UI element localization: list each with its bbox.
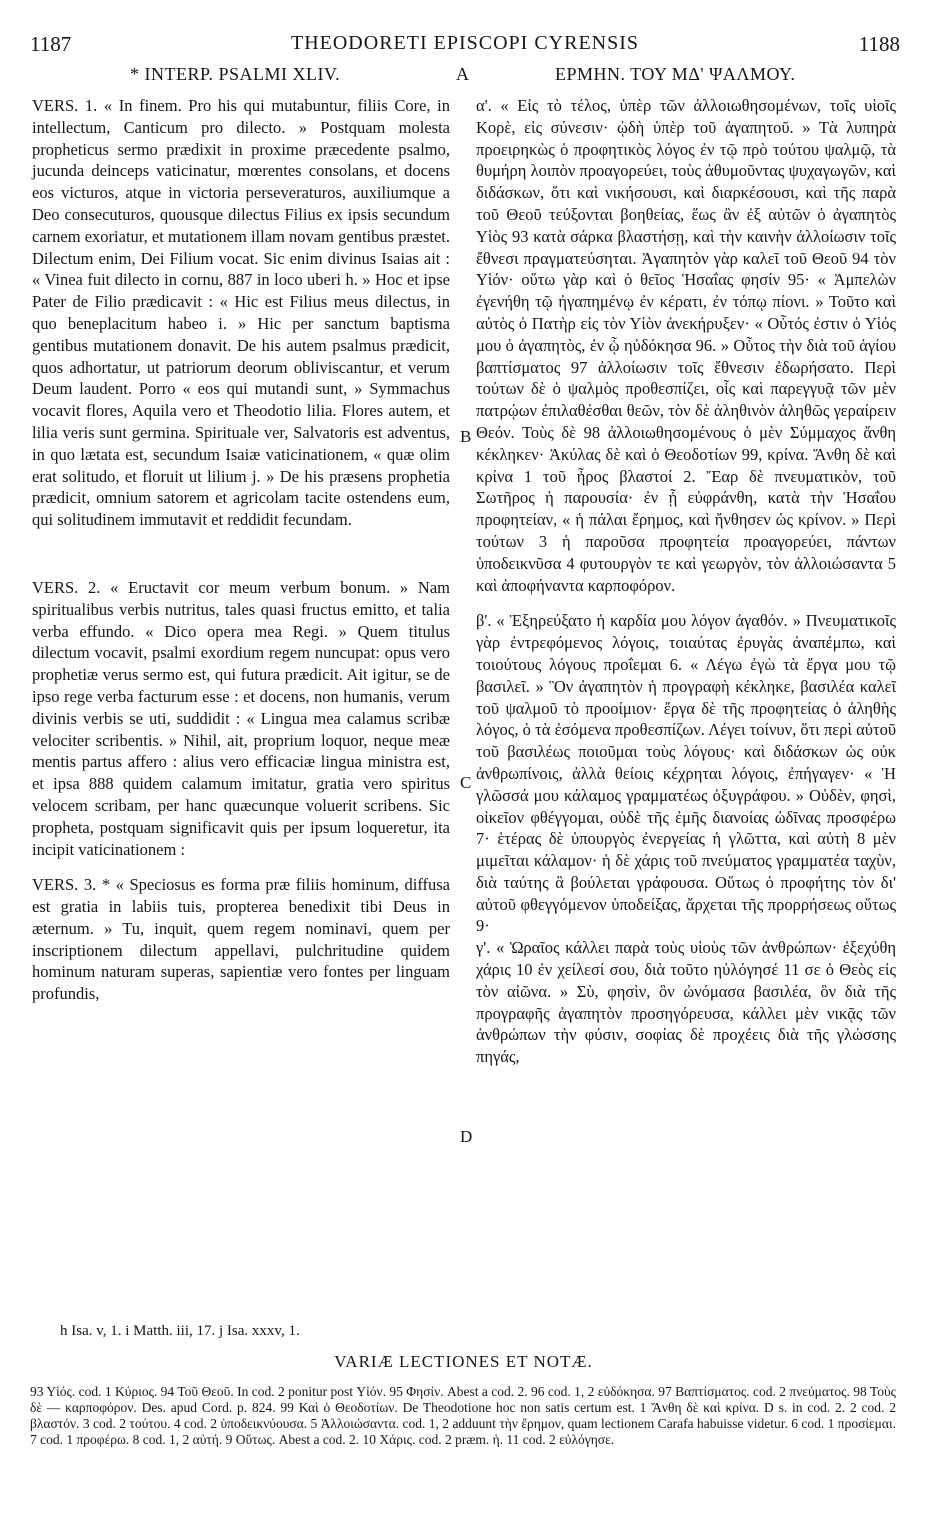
- critical-notes: 93 Υἱός. cod. 1 Κύριος. 94 Τοῦ Θεοῦ. In cod. 2 ponitur post Υἱόν. 95 Φησίν. Abest a cod. 2. 96 cod. 1, 2 εὐδόκησα. 97 Βαπτίσματος. cod. 2 πνεύματος. 98 Τοὺς δὲ — καρποφόρον. Des. apud Cord. p. 824. 99 Καὶ ὁ Θεοδοτίων. De Theodotione hoc non satis certum est. 1 Ἄνθη δὲ καὶ κρίνα. D s. in cod. 2. 2 cod. 2 βλαστόν. 3 cod. 2 τούτου. 4 cod. 2 ὑποδεικνύουσα. 5 Ἀλλοιώσαντα. cod. 1, 2 adduunt τὴν ἔρημον, quam lectionem Carafa habuisse videtur. 6 cod. 1 προσίεμαι. 7 cod. 1 προφέρω. 8 cod. 1, 2 αὐτή. 9 Οὕτως. Abest a cod. 2. 10 Χάρις. cod. 2 præm. ἡ. 11 cod. 2 εὐλόγησε.: [30, 1384, 896, 1447]
- latin-column: [32, 95, 450, 1005]
- latin-verse-2: VERS. 2. « Eructavit cor meum verbum bonum. » Nam spiritualibus verbis nutritus, tales quasi fructus emitto, et talia verba effundo. « Dico opera mea Regi. » Quem titulus dilectum vocavit, psalmi exordium regem nuncupat: opus vero prophetiæ verus sermo est, qui futura prædicit. Ait igitur, se de ipso rege verba facturum esse : et docens, non humanis, verum divinis verbis se uti, suddidit : « Lingua mea calamus scribæ velociter scribentis. » Nihil, ait, proprium loquor, neque meæ mentis partus affero : alius vero efficaciæ lingua ministra est, et ipsa 888 quidem calamum imitatur, gratia vero spiritus velocem scribam, per hanc quæcunque voluerit scribens. Sic propheta, postquam significavit quis per ipsum loqueretur, ita incipit vaticinationem :: [32, 577, 450, 859]
- greek-column-heading: ΕΡΜΗΝ. ΤΟΥ ΜΔ' ΨΑΛΜΟΥ.: [555, 64, 796, 84]
- latin-verse-3: VERS. 3. * « Speciosus es forma præ filiis hominum, diffusa est gratia in labiis tuis, propterea benedixit tibi Deus in æternum. » Tu, inquit, quem regem nominavi, quem per inscriptionem dilectum appellavi, pulchritudine quidem hominum naturam superas, sapientiæ vero fontes per linguam profundis,: [32, 875, 450, 1004]
- latin-column-heading: * INTERP. PSALMI XLIV.: [130, 64, 341, 84]
- latin-verse-1: VERS. 1. « In finem. Pro his qui mutabuntur, filiis Core, in intellectum, Canticum pro dilecto. » Postquam molesta propheticus sermo prædixit in proxime præcedente psalmo, jucunda deinceps vaticinatur, mœrentes consolans, et docens eos victuros, atque in victoria perseveraturos, auxiliumque a Deo consecuturos, quousque dilectus Filius ex ipsis secundum carnem exoriatur, et mutationem illam novam gentibus præstet. Dilectum enim, Dei Filium vocat. Sic enim divinus Isaias ait : « Vinea fuit dilecto in cornu, 887 in loco uberi h. » Hoc et ipse Pater de Filio prædicavit : « Hic est Filius meus dilectus, in quo beneplacitum habeo i. » Hic per sanctum baptisma gentibus mutationem donavit. De his autem psalmus prædicit, quos adhortatur, ut patriorum deorum obliviscantur, et verum Deum laudent. Porro « eos qui mutandi sunt, » Symmachus vocavit flores, Aquila vero et Theodotio lilia. Flores autem, et lilia veris sunt germina. Spirituale ver, Salvatoris est adventus, in quo lætata est, secundum Isaiæ vaticinationem, « quæ olim erat solitudo, et floruit ut lilium j. » De his præsens prophetia prædicit, omnium satorem et agricolam tacite ostendens eum, qui solitudinem immutavit et reddidit fecundam.: [32, 96, 450, 530]
- page-number-left: 1187: [30, 32, 72, 56]
- running-title: THEODORETI EPISCOPI CYRENSIS: [290, 32, 640, 54]
- margin-letter-b: B: [460, 427, 472, 446]
- greek-verse-1: α'. « Εἰς τὸ τέλος, ὑπὲρ τῶν ἀλλοιωθησομένων, τοῖς υἱοῖς Κορὲ, εἰς σύνεσιν· ᾠδὴ ὑπὲρ τοῦ ἀγαπητοῦ. » Τὰ λυπηρὰ προειρηκὼς ὁ προφητικὸς λόγος ἐν τῷ πρὸ τούτου ψαλμῷ, τὰ θυμήρη λοιπὸν προαγορεύει, τοὺς ἀθυμοῦντας ψυχαγωγῶν, καὶ διδάσκων, ὅτι καὶ νικήσουσι, καὶ διαρκέσουσι, καὶ τῆς παρὰ τοῦ Θεοῦ τεύξονται βοηθείας, ἕως ἂν ἐξ αὐτῶν ὁ ἀγαπητὸς Υἱὸς 93 κατὰ σάρκα βλαστήσῃ, καὶ τὴν καινὴν ἀλλοίωσιν τοῖς ἔθνεσι πραγματεύσηται. Ἀγαπητὸν γὰρ καλεῖ τοῦ Θεοῦ 94 τὸν Υἱόν· οὕτω γὰρ καὶ ὁ θεῖος Ἡσαΐας φησίν 95· « Ἀμπελὼν ἐγενήθη τῷ ἠγαπημένῳ ἐν κέρατι, ἐν τόπῳ πίονι. » Τοῦτο καὶ αὐτὸς ὁ Πατὴρ εἰς τὸν Υἱὸν ἀνεκήρυξεν· « Οὗτός ἐστιν ὁ Υἱός μου ὁ ἀγαπητὸς, ἐν ᾧ ηὐδόκησα 96. » Οὗτος τὴν διὰ τοῦ ἁγίου βαπτίσματος 97 ἀλλοίωσιν τοῖς ἔθνεσιν ἐδωρήσατο. Περὶ τούτων δὲ ὁ ψαλμὸς προθεσπίζει, οἷς καὶ παρεγγυᾷ τῶν μὲν πατρῴων ἐπιλαθέσθαι θεῶν, τὸν δὲ ἀληθινὸν ἀληθῶς γεραίρειν Θεόν. Τοὺς δὲ 98 ἀλλοιωθησομένους ὁ μὲν Σύμμαχος ἄνθη κέκληκεν· Ἀκύλας δὲ καὶ ὁ Θεοδοτίων 99, κρίνα. Ἄνθη δὲ καὶ κρίνα 1 τοῦ ἦρος βλαστοί 2. Ἔαρ δὲ πνευματικὸν, τοῦ Σωτῆρος ἡ παρουσία· ἐν ᾗ εὐφράνθη, κατὰ τὴν Ἡσαΐου προφητείαν, « ἡ πάλαι ἔρημος, καὶ ἤνθησεν ὡς κρίνον. » Περὶ τούτων 3 ἡ παροῦσα προφητεία προαγορεύει, πάντων ὑποδεικνῦσα 4 φυτουργὸν τε καὶ γεωργὸν, τὸν ἀλλοιώσαντα 5 καὶ ἀποφήναντα καρποφόρον.: [476, 96, 896, 595]
- margin-letter-c: C: [460, 773, 472, 792]
- section-marker-a: A: [456, 64, 470, 84]
- greek-column: [476, 95, 896, 1068]
- running-header: [30, 32, 900, 62]
- scripture-references: h Isa. v, 1. i Matth. iii, 17. j Isa. xxxv, 1.: [60, 1323, 300, 1339]
- variae-lectiones-heading: VARIÆ LECTIONES ET NOTÆ.: [334, 1352, 593, 1371]
- greek-verse-2: β'. « Ἐξηρεύξατο ἡ καρδία μου λόγον ἀγαθόν. » Πνευματικοῖς γὰρ ἐντρεφόμενος λόγοις, τοιαύτας ἐρυγὰς ἀναπέμπω, καὶ τοιούτους λόγους προΐεμαι 6. « Λέγω ἐγὼ τὰ ἔργα μου τῷ βασιλεῖ. » Ὃν ἀγαπητὸν ἡ προγραφὴ κέκληκε, βασιλέα καλεῖ τοῦ ψαλμοῦ τὸ προοίμιον· ἔργα δὲ τῆς προφητείας ὁ ἀληθὴς λόγος, ὁ τὰ ἐσόμενα προθεσπίζων. Λέγει τοίνυν, ὅτι περὶ αὐτοῦ τοῦ βασιλέως ποιοῦμαι τοὺς λόγους· καὶ διδάσκων ὡς οὐκ ἀνθρωπίνοις, ἀλλὰ θείοις κέχρηται λόγοις, ἐπήγαγεν· « Ἡ γλῶσσά μου κάλαμος γραμματέως ὀξυγράφου. » Οὐδὲν, φησὶ, οἰκεῖον φθέγγομαι, οὐδὲ τῆς ἐμῆς διανοίας ὠδῖνας προσφέρω 7· ἑτέρας δὲ ὑπουργὸς ἐνεργείας ἡ γλῶττα, καὶ αὐτὴ 8 μὲν μιμεῖται κάλαμον· ἡ δὲ χάρις τοῦ πνεύματος γραμματέα ταχὺν, διὰ ταύτης ἃ βούλεται γράφουσα. Οὕτως ὁ προφήτης τὸν δι' αὐτοῦ φθεγγόμενον ὑποδείξας, ἄρχεται τῆς προρρήσεως οὕτως 9·: [476, 611, 896, 936]
- greek-verse-3: γ'. « Ὡραῖος κάλλει παρὰ τοὺς υἱοὺς τῶν ἀνθρώπων· ἐξεχύθη χάρις 10 ἐν χείλεσί σου, διὰ τοῦτο ηὐλόγησέ 11 σε ὁ Θεὸς εἰς τὸν αἰῶνα. » Σὺ, φησὶν, ὃν ὠνόμασα βασιλέα, ὃν διὰ τῆς προγραφῆς ἀγαπητὸν προσηγόρευσα, κάλλει μὲν νικᾷς τῶν ἀνθρώπων τὴν φύσιν, σοφίας δὲ προχέεις διὰ τῆς γλώσσης πηγάς,: [476, 938, 896, 1067]
- page-number-right: 1188: [858, 32, 900, 56]
- margin-letter-d: D: [460, 1127, 473, 1146]
